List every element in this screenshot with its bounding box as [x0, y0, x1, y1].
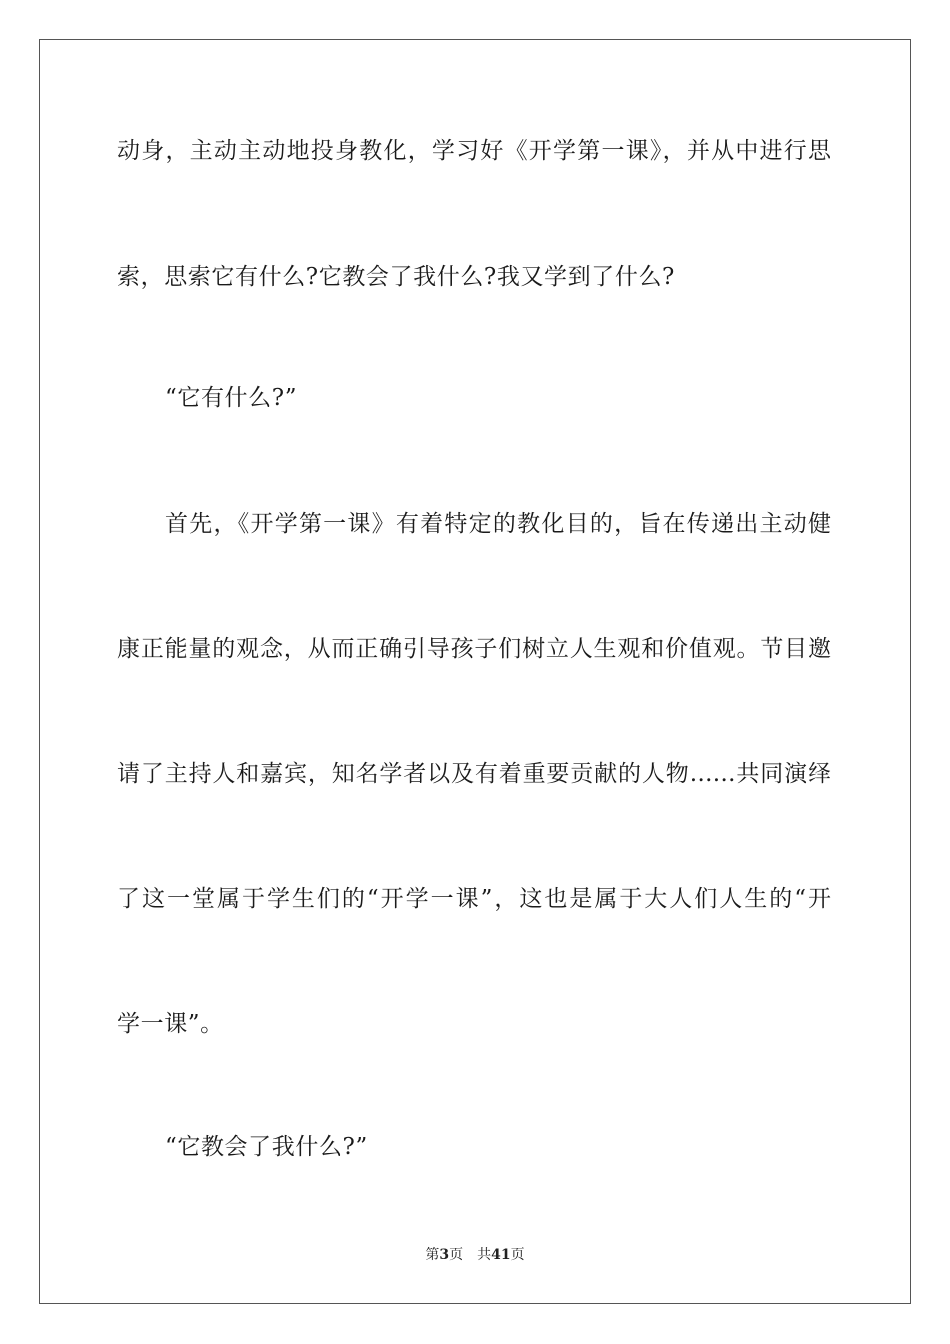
body-line-4: 首先，《开学第一课》有着特定的教化目的，旨在传递出主动健: [165, 511, 831, 537]
page-footer: [0, 1246, 950, 1264]
subheading-what-it-taught: “它教会了我什么?”: [165, 1134, 368, 1160]
footer-total-number: 41: [491, 1247, 511, 1263]
body-line-8: 学一课”。: [117, 1011, 224, 1037]
footer-page-number: 3: [439, 1247, 450, 1263]
body-line-7: 了这一堂属于学生们的“开学一课”，这也是属于大人们人生的“开: [117, 886, 831, 912]
body-line-6: 请了主持人和嘉宾，知名学者以及有着重要贡献的人物……共同演绎: [117, 761, 831, 787]
footer-page-suffix: 页: [449, 1247, 464, 1263]
footer-page-prefix: 第: [425, 1247, 440, 1263]
footer-total-suffix: 页: [510, 1247, 525, 1263]
body-line-1: 动身，主动主动地投身教化，学习好《开学第一课》，并从中进行思: [117, 138, 831, 164]
subheading-it-has-what: “它有什么?”: [165, 385, 298, 411]
page-border: [39, 39, 911, 1304]
body-line-5: 康正能量的观念，从而正确引导孩子们树立人生观和价值观。节目邀: [117, 636, 831, 662]
footer-total-prefix: 共: [477, 1247, 492, 1263]
body-line-2: 索，思索它有什么?它教会了我什么?我又学到了什么?: [117, 264, 675, 290]
